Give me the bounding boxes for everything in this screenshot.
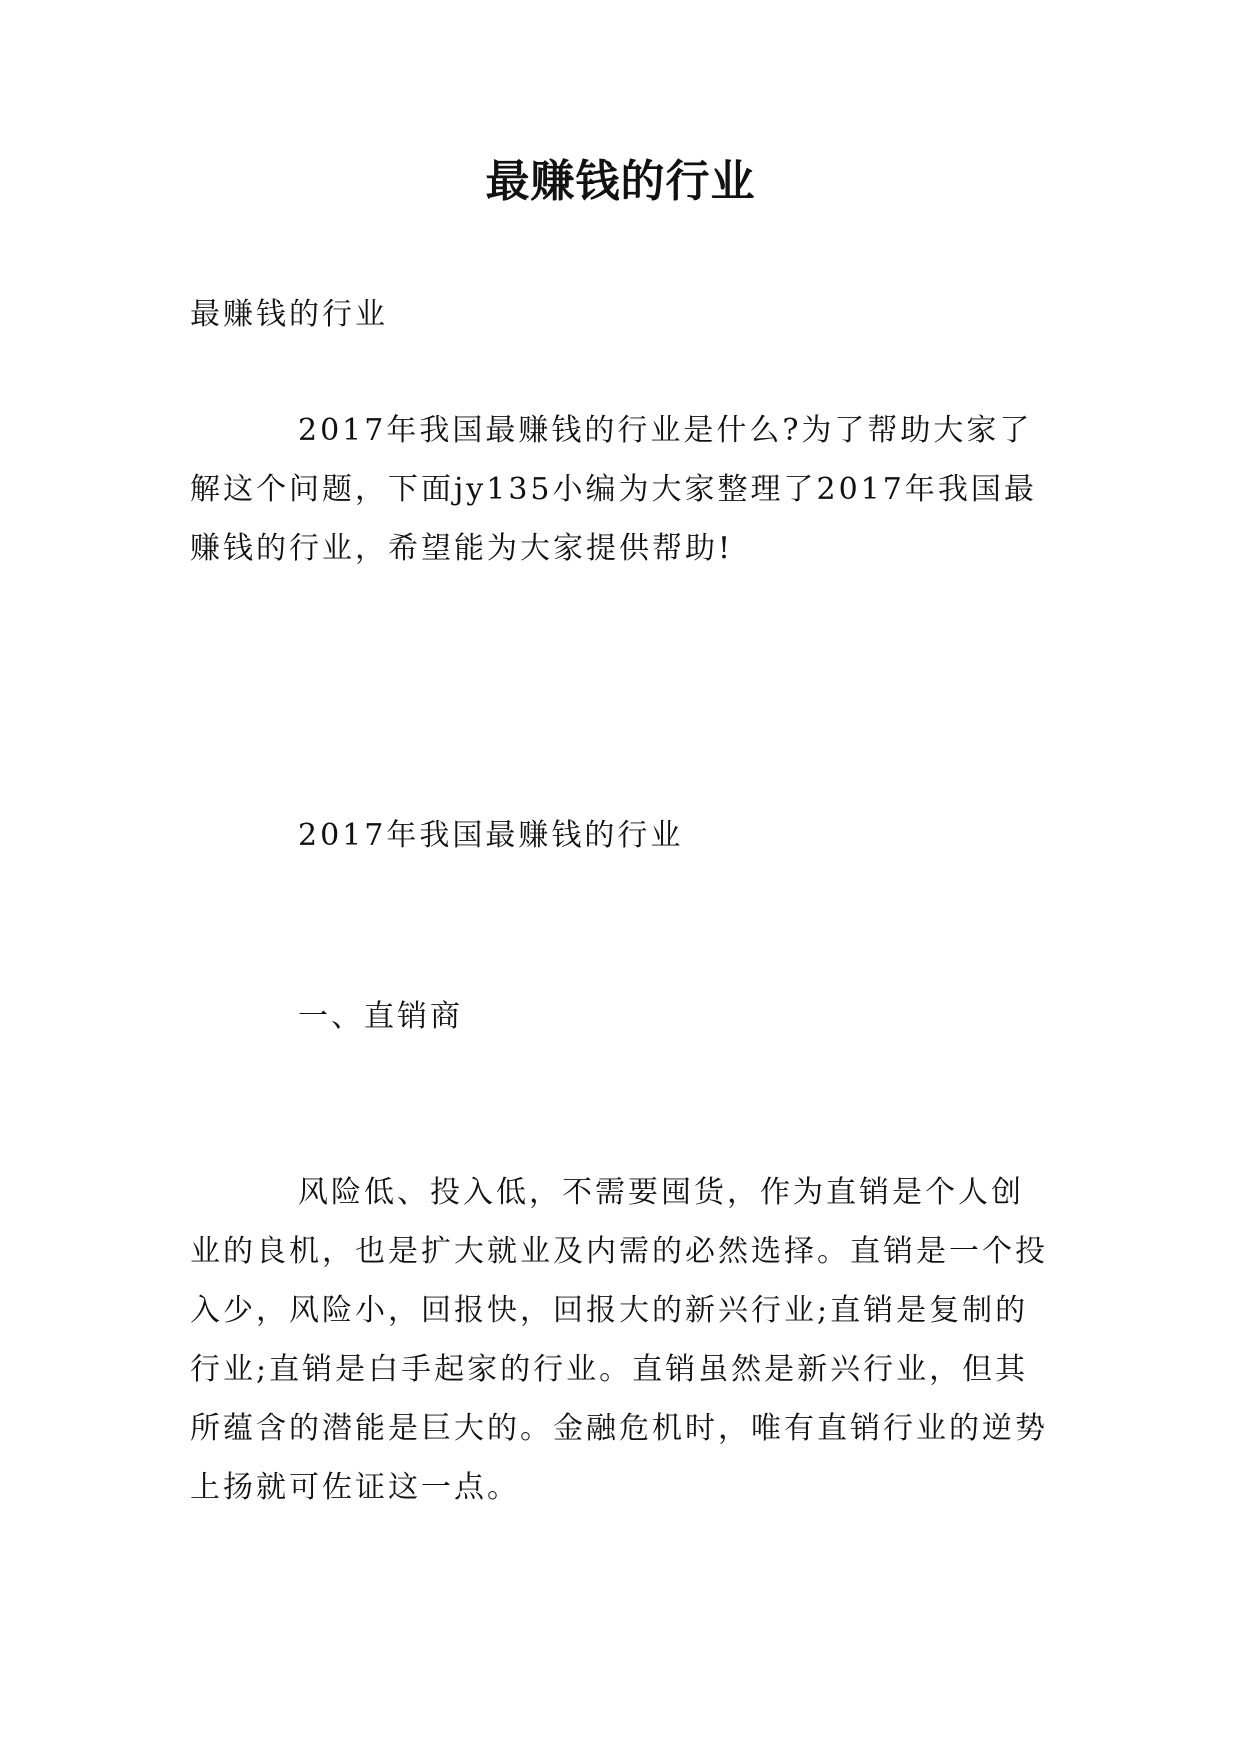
section-heading: 一、直销商 [298,999,463,1034]
document-title: 最赚钱的行业 [485,156,756,207]
intro-paragraph: 2017年我国最赚钱的行业是什么?为了帮助大家了解这个问题，下面jy135小编为大家整理了2017年我国最赚钱的行业，希望能为大家提供帮助! [190,413,1037,566]
section-title: 2017年我国最赚钱的行业 [298,818,684,853]
document-subtitle: 最赚钱的行业 [190,297,388,332]
body-paragraph: 风险低、投入低，不需要囤货，作为直销是个人创业的良机，也是扩大就业及内需的必然选择。直销是一个投入少，风险小，回报快，回报大的新兴行业;直销是复制的行业;直销是白手起家的行业。直销虽然是新兴行业，但其所蕴含的潜能是巨大的。金融危机时，唯有直销行业的逆势上扬就可佐证这一点。 [190,1175,1048,1505]
